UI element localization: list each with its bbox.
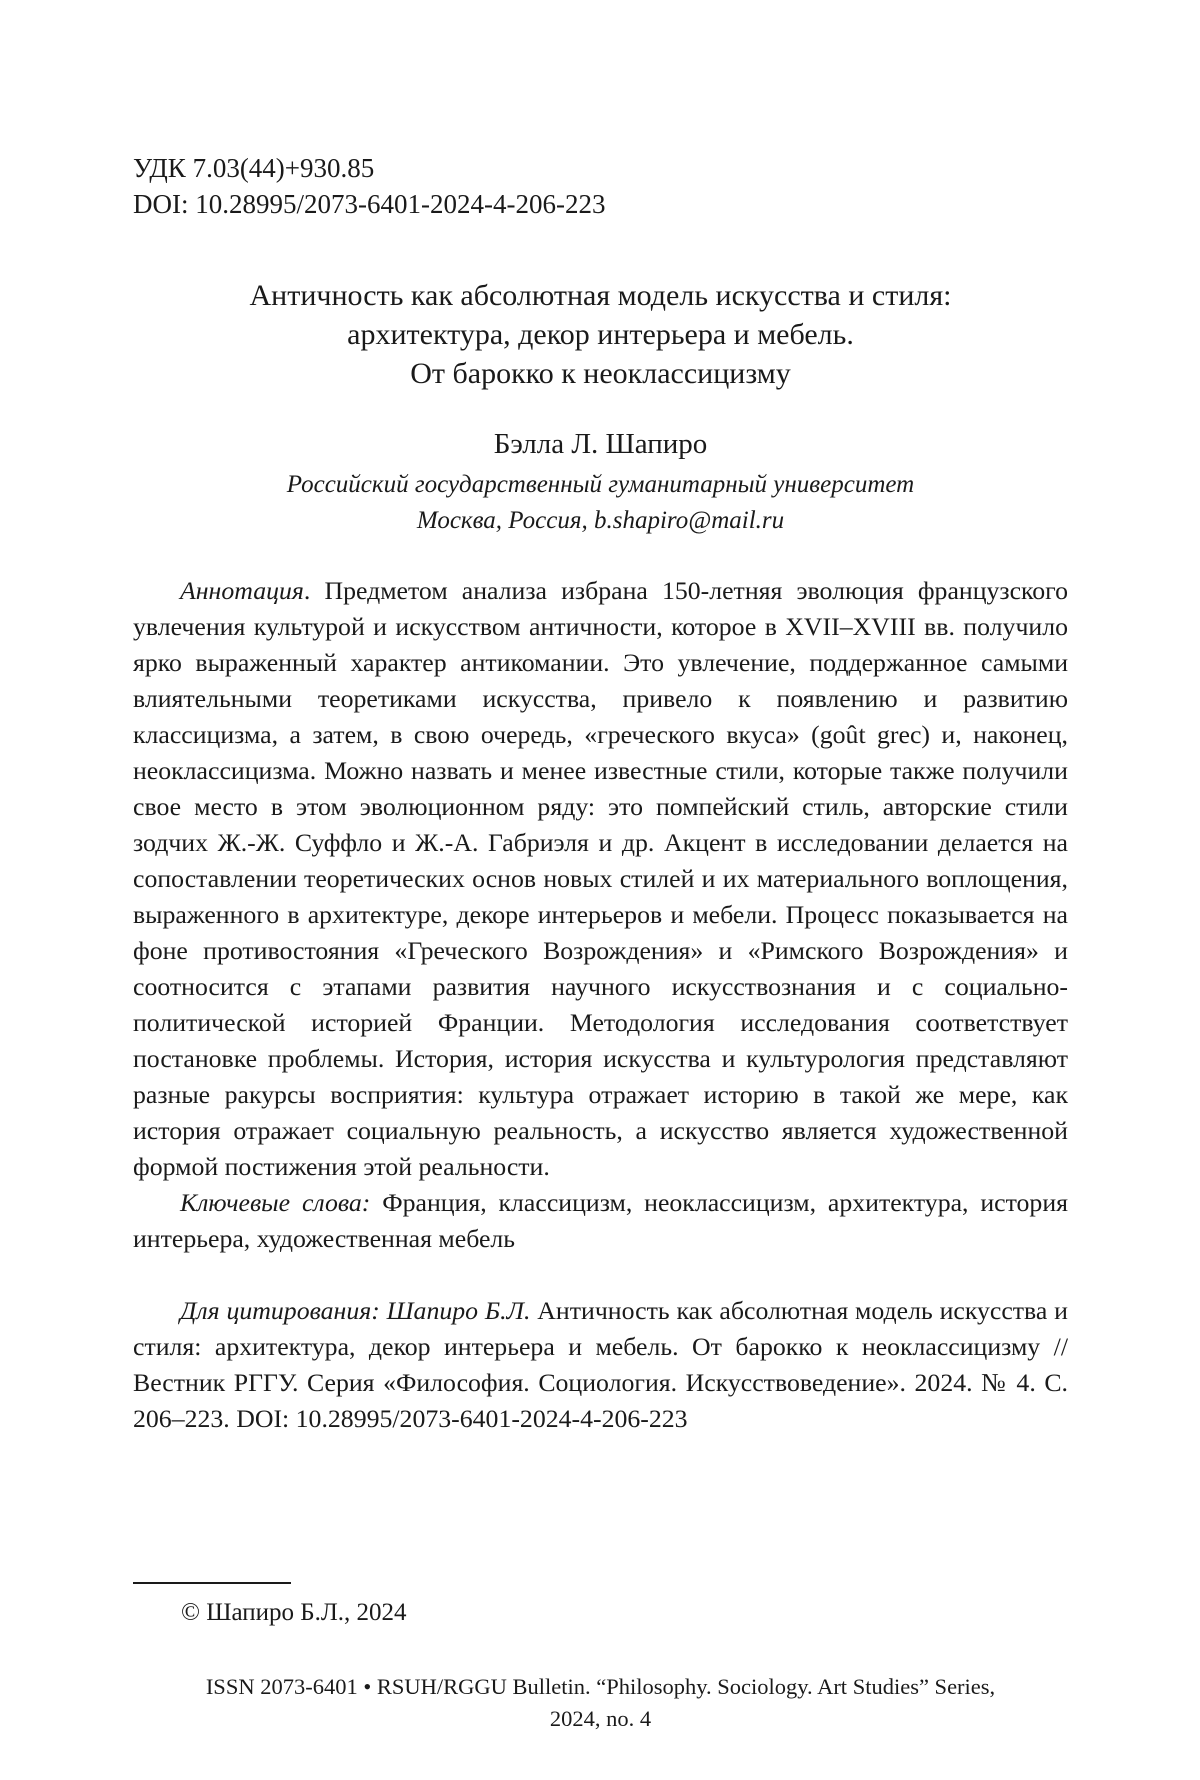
citation-text: Античность как абсолютная модель искусства и стиля: архитектура, декор интерьера и мебель. От барокко к неоклассицизму // Вестник РГГУ. Серия «Философия. Социология. Искусствоведение». 2024. № 4. С. 206–223. DOI: 10.28995/2073-6401-2024-4-206-223 — [133, 1296, 1068, 1433]
copyright-note: © Шапиро Б.Л., 2024 — [181, 1596, 407, 1630]
abstract-label: Аннотация — [180, 576, 304, 605]
keywords-label: Ключевые слова: — [180, 1188, 370, 1217]
citation-label: Для цитирования: Шапиро Б.Л. — [180, 1296, 530, 1325]
journal-footer — [133, 1671, 1068, 1735]
title-line-2: архитектура, декор интерьера и мебель. — [133, 315, 1068, 354]
author-name: Бэлла Л. Шапиро — [133, 425, 1068, 463]
location-email-line: Москва, Россия, b.shapiro@mail.ru — [133, 503, 1068, 539]
author-affiliation — [133, 467, 1068, 539]
citation-paragraph — [133, 1293, 1068, 1437]
affiliation-line: Российский государственный гуманитарный университет — [133, 467, 1068, 503]
footer-line-1: ISSN 2073-6401 • RSUH/RGGU Bulletin. “Philosophy. Sociology. Art Studies” Series, — [133, 1671, 1068, 1703]
keywords-paragraph — [133, 1185, 1068, 1257]
footnote-divider — [133, 1582, 291, 1584]
title-line-3: От барокко к неоклассицизму — [133, 354, 1068, 393]
keywords-text: Франция, классицизм, неоклассицизм, архитектура, история интерьера, художественная мебель — [133, 1188, 1068, 1253]
title-line-1: Античность как абсолютная модель искусства и стиля: — [133, 276, 1068, 315]
abstract-paragraph — [133, 573, 1068, 1185]
article-first-page — [133, 150, 1068, 1437]
article-title — [133, 276, 1068, 393]
udc-code: УДК 7.03(44)+930.85 — [133, 150, 1068, 186]
doi-identifier: DOI: 10.28995/2073-6401-2024-4-206-223 — [133, 186, 1068, 222]
footer-line-2: 2024, no. 4 — [133, 1703, 1068, 1735]
abstract-text: . Предметом анализа избрана 150-летняя эволюция французского увлечения культурой и искусством античности, которое в XVII–XVIII вв. получило ярко выраженный характер антикомании. Это увлечение, поддержанное самыми влиятельными теоретиками искусства, привело к появлению и развитию классицизма, а затем, в свою очередь, «греческого вкуса» (goût grec) и, наконец, неоклассицизма. Можно назвать и менее известные стили, которые также получили свое место в этом эволюционном ряду: это помпейский стиль, авторские стили зодчих Ж.-Ж. Суффло и Ж.-А. Габриэля и др. Акцент в исследовании делается на сопоставлении теоретических основ новых стилей и их материального воплощения, выраженного в архитектуре, декоре интерьеров и мебели. Процесс показывается на фоне противостояния «Греческого Возрождения» и «Римского Возрождения» и соотносится с этапами развития научного искусствознания и с социально-политической историей Франции. Методология исследования соответствует постановке проблемы. История, история искусства и культурология представляют разные ракурсы восприятия: культура отражает историю в такой же мере, как история отражает социальную реальность, а искусство является художественной формой постижения этой реальности. — [133, 576, 1068, 1181]
